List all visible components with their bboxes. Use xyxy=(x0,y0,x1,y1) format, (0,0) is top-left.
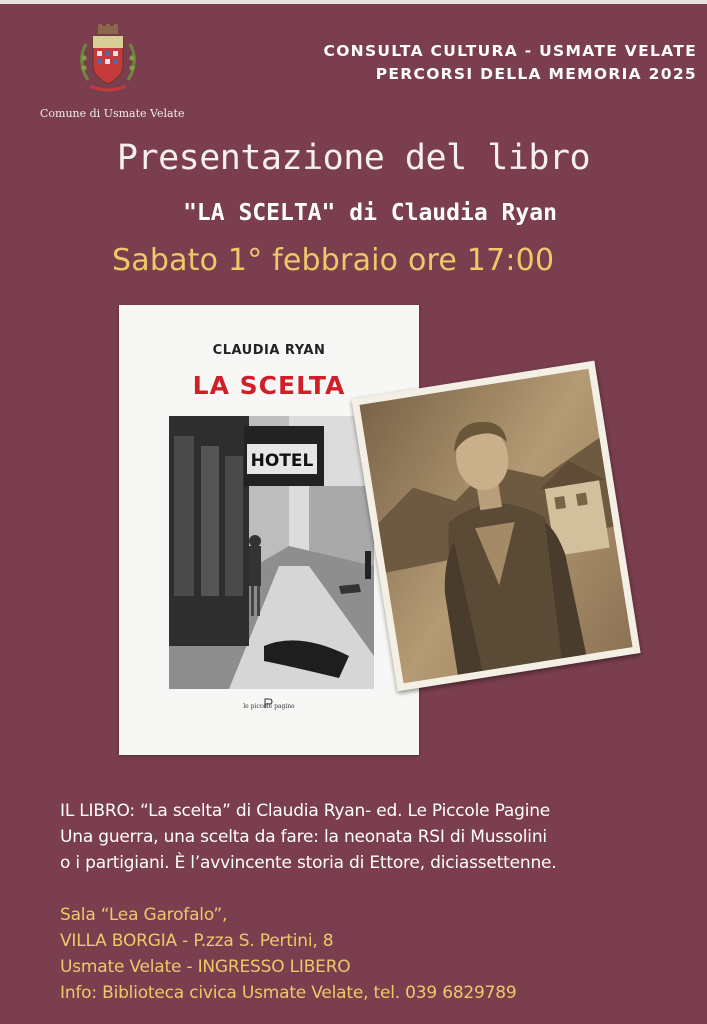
venue-info xyxy=(60,902,517,1006)
event-title: Presentazione del libro xyxy=(116,138,591,178)
comune-label: Comune di Usmate Velate xyxy=(40,107,185,120)
top-border xyxy=(0,0,707,4)
venue-contact: Info: Biblioteca civica Usmate Velate, tel. 039 6829789 xyxy=(60,983,517,1003)
description-line: IL LIBRO: “La scelta” di Claudia Ryan- ed. Le Piccole Pagine xyxy=(60,801,551,821)
event-date: Sabato 1° febbraio ore 17:00 xyxy=(112,243,555,278)
venue-entry: Usmate Velate - INGRESSO LIBERO xyxy=(60,957,351,977)
event-subtitle: "LA SCELTA" di Claudia Ryan xyxy=(183,200,557,226)
venue-address: VILLA BORGIA - P.zza S. Pertini, 8 xyxy=(60,931,334,951)
sepia-portrait-photo xyxy=(351,361,640,692)
organizer-line: CONSULTA CULTURA - USMATE VELATE xyxy=(323,42,697,60)
description-line: Una guerra, una scelta da fare: la neonata RSI di Mussolini xyxy=(60,827,547,847)
book-description xyxy=(60,798,556,876)
series-line: PERCORSI DELLA MEMORIA 2025 xyxy=(375,65,697,83)
organizer-block xyxy=(324,40,697,86)
cover-street-photo xyxy=(169,416,374,689)
cover-author: CLAUDIA RYAN xyxy=(212,343,326,358)
cover-title: LA SCELTA xyxy=(192,371,346,400)
cover-hotel-sign: HOTEL xyxy=(250,451,314,471)
venue-room: Sala “Lea Garofalo”, xyxy=(60,905,228,925)
cover-publisher: le piccole pagine xyxy=(243,703,295,710)
description-line: o i partigiani. È l’avvincente storia di Ettore, diciassettenne. xyxy=(60,853,557,873)
coat-of-arms-icon xyxy=(78,24,138,96)
